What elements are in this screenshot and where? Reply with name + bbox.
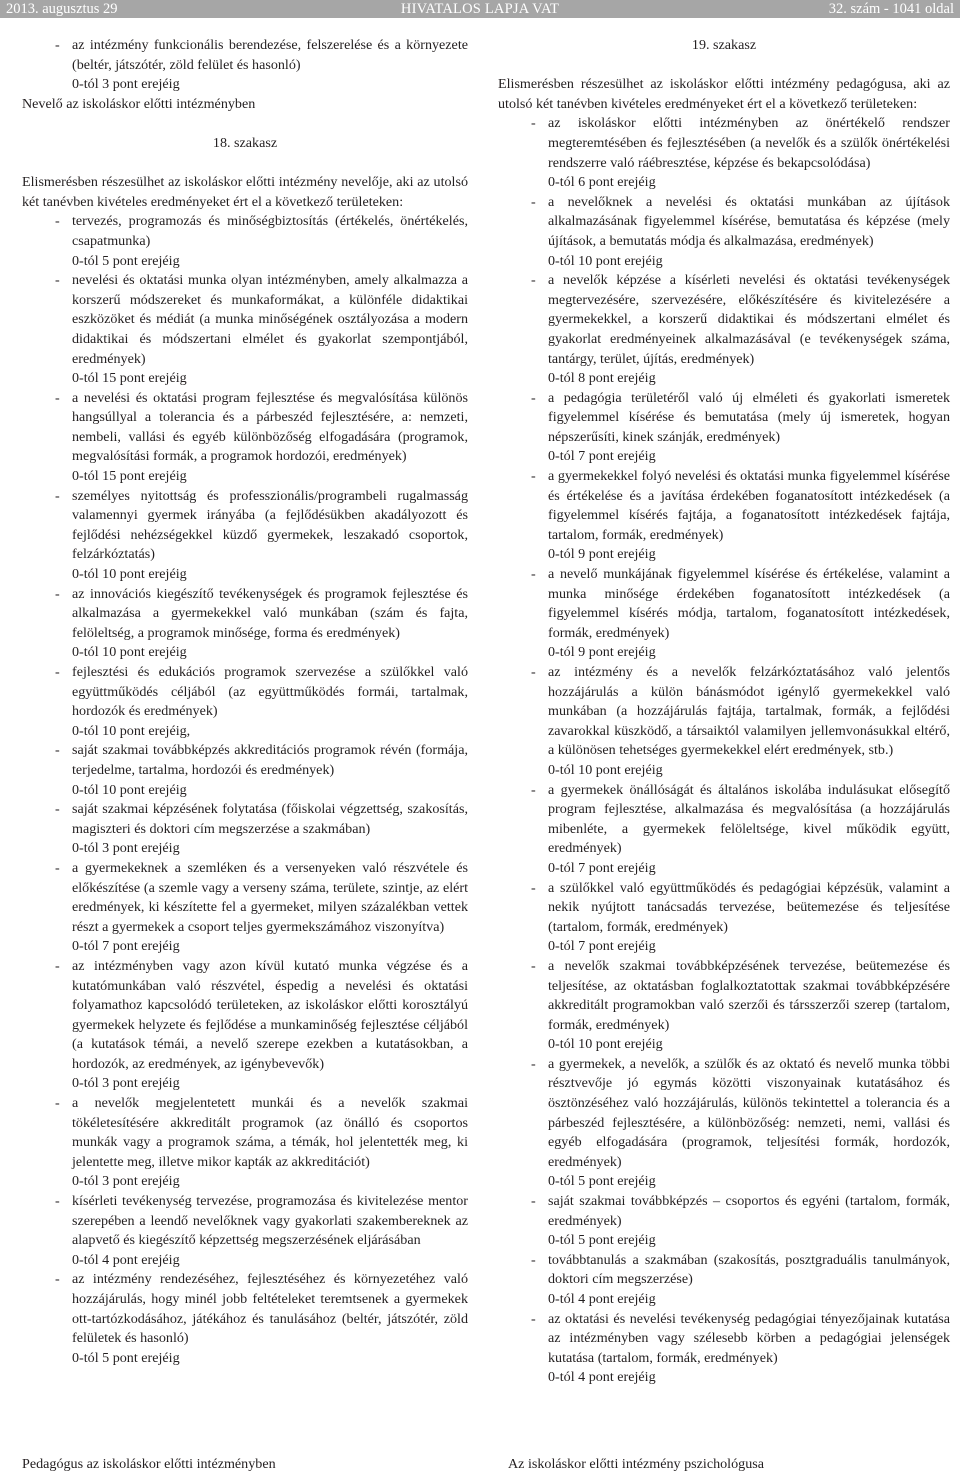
item-text: az iskoláskor előtti intézményben az önértékelő rendszer megteremtésében és fejlesztésében (a nevelők és a szülők önértékelési rendszerre való ráébresztése, képzése és bekapcsolódása) bbox=[548, 115, 950, 171]
item-points: 0-tól 4 pont erejéig bbox=[72, 1251, 180, 1268]
list-dash: - bbox=[55, 1095, 60, 1112]
list-item bbox=[22, 389, 468, 467]
item-points: 0-tól 5 pont erejéig bbox=[72, 252, 180, 269]
list-item bbox=[22, 741, 468, 780]
list-item bbox=[22, 212, 468, 251]
item-text: a nevelő munkájának figyelemmel kísérése és értékelése, valamint a munka minősége érdekében foganatosított intézkedések (a figyelemmel kísérés módja, tartalom, foganatosított intézkedések, formák, eredmények) bbox=[548, 566, 950, 641]
item-text: a nevelési és oktatási program fejlesztése és megvalósítása különös hangsúllyal a tolerancia és a párbeszéd fejlesztésére, a: nemzeti, nembeli, vallási és egyéb különbözőség elfogadására (programok, megvalósítási formák, a programok hordozói, eredmények) bbox=[72, 389, 468, 465]
list-dash: - bbox=[531, 193, 536, 210]
item-points: 0-tól 15 pont erejéig bbox=[72, 468, 187, 485]
item-text: az innovációs kiegészítő tevékenységek és programok fejlesztése és alkalmazása a gyermekekkel való munkában (szám és fajta, felöleltség, a programok minősége, forma és eredmények) bbox=[72, 585, 468, 641]
item-points: 0-tól 5 pont erejéig bbox=[548, 1232, 656, 1249]
list-dash: - bbox=[55, 859, 60, 876]
item-text: a nevelőknek a nevelési és oktatási munkában az újítások alkalmazásának figyelemmel kísérése, bemutatása és képzése (mely újítások, a bemutatás módja és alkalmazása, eredmények) bbox=[548, 193, 950, 249]
item-text: az oktatási és nevelési tevékenység pedagógiai tényezőjainak kutatása az intézményben vagy szélesebb körben a pedagógiai jelenségek kutatása (tartalom, formák, eredmények) bbox=[548, 1310, 950, 1366]
list-dash: - bbox=[531, 1310, 536, 1327]
list-dash: - bbox=[531, 1251, 536, 1268]
item-text: a gyermekeknek a szemléken és a versenyeken való részvétele és előkészítése (a szemle vagy a verseny száma, területe, szintje, az elért eredmények, ki készítette fel a gyermeket, milyen százalékban vettek részt a gyermekek a csoport teljes gyermekszámához viszonyítva) bbox=[72, 859, 468, 935]
header-date: 2013. augusztus 29 bbox=[6, 1, 118, 17]
item-text: fejlesztési és edukációs programok szervezése a szülőkkel való együttműködés céljából (az együttműködés formái, tartalmak, hordozók és eredmények) bbox=[72, 664, 468, 720]
list-item bbox=[22, 585, 468, 644]
list-dash: - bbox=[55, 487, 60, 504]
list-item bbox=[498, 389, 950, 448]
list-item bbox=[498, 114, 950, 173]
list-item bbox=[498, 1192, 950, 1231]
list-dash: - bbox=[531, 566, 536, 583]
item-points: 0-tól 7 pont erejéig bbox=[548, 448, 656, 465]
list-item bbox=[22, 1270, 468, 1348]
list-item bbox=[498, 879, 950, 938]
item-points: 0-tól 5 pont erejéig bbox=[72, 1349, 180, 1366]
item-text: az intézményben vagy azon kívül kutató munka végzése és a kutatómunkában való részvétel, éspedig a nevelési és oktatási folyamathoz kapcsolódó területeken, az iskoláskor előtti korosztályú gyermekek helyzete és fejlődése a munkaminőség fejlesztése céljából (a kutatások témái, a nevelő szerepe ezekben a kutatásokban, a hordozók, az eredmények, az igénybevevők) bbox=[72, 957, 468, 1072]
item-points: 0-tól 6 pont erejéig bbox=[548, 174, 656, 191]
list-item bbox=[22, 859, 468, 937]
item-text: a nevelők megjelentetett munkái és a nevelők szakmai tökéletesítésére akkreditált programok (az önálló és csoportos munkák vagy a programok száma, a témák, hol jelentették meg, ki jelentette meg, illetve mikor kapták az akkreditációt) bbox=[72, 1095, 468, 1170]
footer-subheading-right: Az iskoláskor előtti intézmény pszichológusa bbox=[508, 1456, 764, 1472]
list-dash: - bbox=[55, 272, 60, 289]
list-item bbox=[22, 800, 468, 839]
item-text: a gyermekekkel folyó nevelési és oktatási munka figyelemmel kísérése és értékelése és a javítása érdekében foganatosított intézkedések (a figyelemmel kísérés fajtája, a foganatosított intézkedések fajtája, tartalom, formák, eredmények) bbox=[548, 468, 950, 543]
left-item-list bbox=[22, 212, 468, 1368]
item-text: továbbtanulás a szakmában (szakosítás, posztgraduális tanulmányok, doktori cím megszerzése) bbox=[548, 1251, 950, 1288]
header-title: HIVATALOS LAPJA VAT bbox=[400, 1, 560, 17]
item-text: az intézmény és a nevelők felzárkóztatásához való jelentős hozzájárulás a külön bánásmódot igénylő gyermekekkel való munkában (a hozzájárulás fajtája, tartalmak, formák, a fejlődési zavarokkal küszködő, a társaiktól valamilyen jellemvonásukkal eltérő, a különösen tehetséges gyermekekkel elért eredmények, stb.) bbox=[548, 664, 950, 759]
list-item bbox=[22, 1192, 468, 1251]
list-item bbox=[22, 957, 468, 1075]
list-dash: - bbox=[531, 781, 536, 798]
header-page-number: 32. szám - 1041 oldal bbox=[828, 1, 954, 17]
list-item bbox=[22, 1094, 468, 1172]
list-item bbox=[22, 271, 468, 369]
list-item bbox=[498, 1310, 950, 1369]
item-text: nevelési és oktatási munka olyan intézményben, amely alkalmazza a korszerű módszereket és munkaformákat, a különféle didaktikai eszközöket és médiát (a munka minőségének osztályozása a modern didaktikai és módszertani elmélet és gyakorlat szempontjából, eredmények) bbox=[72, 272, 468, 367]
item-points: 0-tól 7 pont erejéig bbox=[548, 938, 656, 955]
list-dash: - bbox=[531, 957, 536, 974]
item-text: saját szakmai továbbképzés – csoportos és egyéni (tartalom, formák, eredmények) bbox=[548, 1193, 950, 1229]
item-points: 0-tól 4 pont erejéig bbox=[548, 1369, 656, 1386]
item-points: 0-tól 3 pont erejéig bbox=[72, 1075, 180, 1092]
subheading: Nevelő az iskoláskor előtti intézményben bbox=[22, 95, 256, 112]
item-text: a gyermekek, a nevelők, a szülők és az oktató és nevelő munka többi résztvevője jó egymás közötti viszonyainak kutatásához és ösztönzéséhez való hozzájárulás, különös tekintettel a tolerancia és a párbeszéd fejlesztésére, a különbözőség: nemzeti, nemi, vallási és egyéb elfogadására (programok, teljesítési formák, hordozók, eredmények) bbox=[548, 1055, 950, 1170]
list-item bbox=[498, 1251, 950, 1290]
list-item bbox=[498, 781, 950, 859]
list-item bbox=[22, 663, 468, 722]
list-item bbox=[498, 271, 950, 369]
item-points: 0-tól 10 pont erejéig bbox=[72, 566, 187, 583]
item-text: saját szakmai képzésének folytatása (főiskolai végzettség, szakosítás, magiszteri és doktori cím megszerzése a szakmában) bbox=[72, 801, 468, 837]
item-text: az intézmény rendezéséhez, fejlesztéséhez és környezetéhez való hozzájárulás, hogy minél jobb feltételeket teremtsenek a gyermekek ott-tartózkodásához, játékához és tanulásához (beltér, játszótér, zöld felületek és hasonló) bbox=[72, 1271, 468, 1347]
list-item bbox=[498, 957, 950, 1035]
list-dash: - bbox=[55, 1193, 60, 1210]
footer-subheading-left: Pedagógus az iskoláskor előtti intézményben bbox=[22, 1456, 276, 1472]
list-item bbox=[498, 663, 950, 761]
item-text: a gyermekek önállóságát és általános iskolába indulásukat elősegítő program fejlesztése, alkalmazása és megvalósítása (a hozzájárulás mibenléte, a gyermekek felöleltsége, kivel működik együtt, eredmények) bbox=[548, 781, 950, 857]
item-text: a nevelők szakmai továbbképzésének tervezése, beütemezése és teljesítése, az oktatásban foglalkoztatottak szakmai továbbképzésére akkreditált programokban való szerzői és társszerzői szerep (tartalom, formák, eredmények) bbox=[548, 957, 950, 1033]
list-item bbox=[22, 487, 468, 565]
list-dash: - bbox=[531, 1055, 536, 1072]
page-header bbox=[0, 0, 960, 18]
list-dash: - bbox=[55, 801, 60, 818]
item-text: a pedagógia területéről való új elméleti és gyakorlati ismeretek figyelemmel kísérése és bemutatása (mely új ismeretek, hogyan népszerűsíti, kinek szánják, eredmények) bbox=[548, 389, 950, 445]
list-dash: - bbox=[531, 272, 536, 289]
list-dash: - bbox=[531, 1193, 536, 1210]
item-points: 0-tól 3 pont erejéig bbox=[72, 76, 180, 93]
list-dash: - bbox=[55, 213, 60, 230]
item-points: 0-tól 15 pont erejéig bbox=[72, 370, 187, 387]
list-dash: - bbox=[531, 115, 536, 132]
section-intro: Elismerésben részesülhet az iskoláskor előtti intézmény nevelője, aki az utolsó két tanévben kivételes eredményeket ért el a következő területeken: bbox=[22, 174, 468, 210]
item-points: 0-tól 3 pont erejéig bbox=[72, 1173, 180, 1190]
list-dash: - bbox=[55, 37, 60, 53]
list-item bbox=[498, 1055, 950, 1173]
list-dash: - bbox=[55, 389, 60, 406]
list-item bbox=[498, 193, 950, 252]
item-points: 0-tól 4 pont erejéig bbox=[548, 1291, 656, 1307]
item-points: 0-tól 9 pont erejéig bbox=[548, 644, 656, 661]
item-text: személyes nyitottság és professzionális/programbeli rugalmasság valamennyi gyermek irányába (a fejlődésükben akadályozott és fejlődési nehézségekkel küzdő gyermekek, leszakadó csoportok, felzárkóztatás) bbox=[72, 487, 468, 563]
item-points: 0-tól 9 pont erejéig bbox=[548, 546, 656, 563]
list-dash: - bbox=[531, 879, 536, 896]
item-points: 0-tól 7 pont erejéig bbox=[548, 859, 656, 876]
list-dash: - bbox=[55, 742, 60, 759]
item-points: 0-tól 10 pont erejéig bbox=[548, 1036, 663, 1053]
left-column bbox=[22, 36, 468, 1368]
section-title: 18. szakasz bbox=[212, 134, 278, 151]
list-dash: - bbox=[531, 664, 536, 680]
list-dash: - bbox=[55, 1271, 60, 1288]
item-text: a nevelők képzése a kísérleti nevelési és oktatási tevékenységek megtervezésére, szervezésére, előkészítésére és kivitelezésére a gyermekekkel, a korszerű didaktikai és módszertani elmélet és gyakorlat eredményeinek alkalmazásával (e tevékenységek száma, tantárgy, terület, újítás, eredmények) bbox=[548, 272, 950, 367]
right-item-list bbox=[498, 114, 950, 1388]
item-points: 0-tól 8 pont erejéig bbox=[548, 370, 656, 387]
list-dash: - bbox=[55, 957, 60, 974]
item-points: 0-tól 3 pont erejéig bbox=[72, 840, 180, 857]
list-item bbox=[22, 36, 468, 75]
list-item bbox=[498, 565, 950, 643]
section-intro: Elismerésben részesülhet az iskoláskor előtti intézmény pedagógusa, aki az utolsó két tanévben kivételes eredményeket ért el a következő területeken: bbox=[498, 76, 950, 112]
list-dash: - bbox=[55, 585, 60, 602]
item-points: 0-tól 10 pont erejéig bbox=[548, 252, 663, 269]
item-text: az intézmény funkcionális berendezése, felszerelése és a környezete (beltér, játszótér, zöld felület és hasonló) bbox=[72, 37, 468, 73]
item-text: kísérleti tevékenység tervezése, programozása és kivitelezése mentor szerepében a leendő nevelőknek vagy gyakorlati szakembereknek az alapvető és kiegészítő képzettség megszerzésének eljárásában bbox=[72, 1193, 468, 1249]
right-column bbox=[498, 36, 950, 1388]
item-points: 0-tól 10 pont erejéig bbox=[72, 781, 187, 798]
item-points: 0-tól 10 pont erejéig bbox=[548, 761, 663, 778]
list-item bbox=[498, 467, 950, 545]
item-points: 0-tól 10 pont erejéig bbox=[72, 644, 187, 661]
section-title: 19. szakasz bbox=[691, 37, 757, 53]
item-points: 0-tól 7 pont erejéig bbox=[72, 938, 180, 955]
item-text: saját szakmai továbbképzés akkreditációs programok révén (formája, terjedelme, tartalma, hordozói és eredmények) bbox=[72, 742, 468, 778]
list-dash: - bbox=[531, 468, 536, 485]
list-dash: - bbox=[531, 389, 536, 406]
item-points: 0-tól 5 pont erejéig bbox=[548, 1173, 656, 1190]
list-dash: - bbox=[55, 664, 60, 680]
item-text: tervezés, programozás és minőségbiztosítás (értékelés, önértékelés, csapatmunka) bbox=[72, 213, 468, 249]
item-points: 0-tól 10 pont erejéig, bbox=[72, 722, 191, 739]
item-text: a szülőkkel való együttműködés és pedagógiai képzésük, valamint a nekik nyújtott tanácsadás tervezése, beütemezése és teljesítése (tartalom, formák, eredmények) bbox=[548, 879, 950, 935]
